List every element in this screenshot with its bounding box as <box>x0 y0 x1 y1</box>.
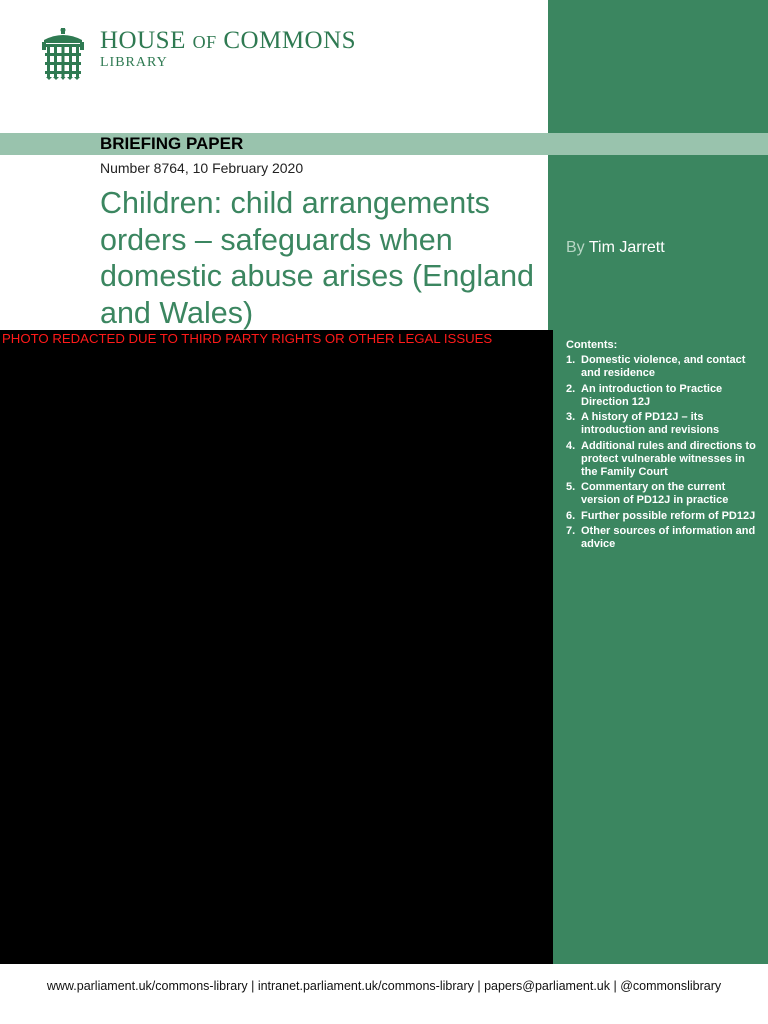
contents-item: 1. Domestic violence, and contact and residence <box>566 354 746 379</box>
logo-subtitle: LIBRARY <box>100 55 168 70</box>
contents-item: 3. A history of PD12J – its introduction and revisions <box>566 411 720 436</box>
contents-heading: Contents: <box>566 339 618 351</box>
photo-redaction-notice: PHOTO REDACTED DUE TO THIRD PARTY RIGHTS OR OTHER LEGAL ISSUES <box>2 331 493 346</box>
logo-wordmark: HOUSE OF COMMONS <box>100 27 357 54</box>
contents-item: 4. Additional rules and directions to protect vulnerable witnesses in the Family Court <box>566 439 756 478</box>
redacted-photo <box>0 330 553 964</box>
portcullis-icon <box>40 28 86 80</box>
author-byline <box>566 239 665 257</box>
briefing-paper-label: BRIEFING PAPER <box>100 134 244 153</box>
house-of-commons-library-logo <box>40 28 356 80</box>
author-name: Tim Jarrett <box>588 239 665 256</box>
contents-item: 2. An introduction to Practice Direction 12J <box>566 382 723 408</box>
contents-list <box>566 339 756 554</box>
footer-links: www.parliament.uk/commons-library | intranet.parliament.uk/commons-library | papers@parliament.uk | @commonslibrary <box>46 979 722 993</box>
paper-number-date: Number 8764, 10 February 2020 <box>100 160 304 176</box>
document-title: Children: child arrangements orders – safeguards when domestic abuse arises (England and Wales) <box>100 186 535 330</box>
contents-item: 5. Commentary on the current version of PD12J in practice <box>566 481 729 506</box>
contents-item: 6. Further possible reform of PD12J <box>566 509 756 522</box>
contents-item: 7. Other sources of information and advice <box>566 525 756 550</box>
by-label: By <box>566 239 585 256</box>
